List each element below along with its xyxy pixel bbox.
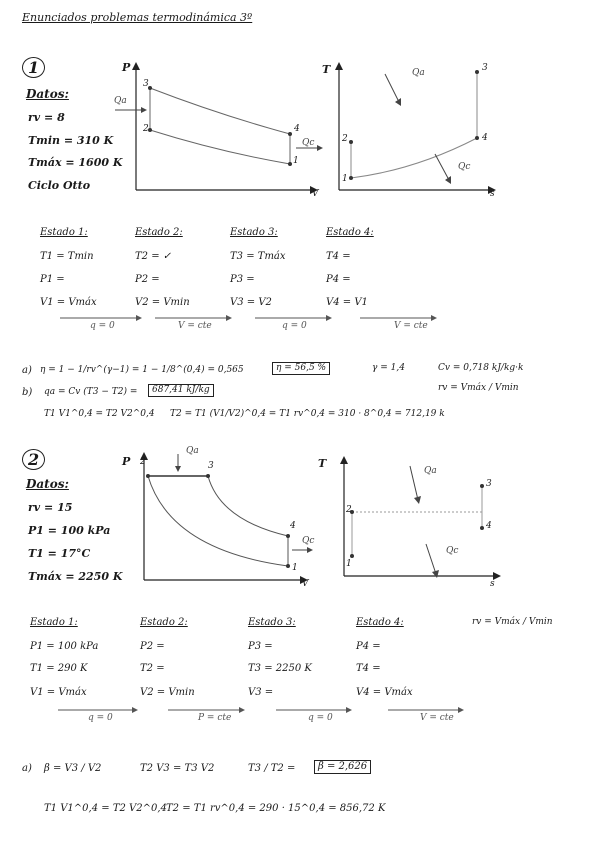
p2-dato-p1: P1 = 100 kPa [28,524,111,537]
p1-estado-4-p: P4 = [326,274,351,285]
p2-estado-3-p: P3 = [248,641,273,652]
p2-pv-point-4: 4 [290,521,296,531]
p1-process-arrows [60,312,440,324]
p1-estado-2-v: V2 = Vmin [135,297,190,308]
p1-dato-tmin: Tmin = 310 K [28,134,114,147]
p1-estado-2-p: P2 = [135,274,160,285]
p2-a-beta: β = V3 / V2 [44,763,102,774]
p1-dato-tmax: Tmáx = 1600 K [28,156,123,169]
p1-estado-2-label: Estado 2: [135,227,183,238]
p2-pv-diagram [130,450,315,590]
p1-pv-point-3: 3 [143,79,149,89]
p2-pv-point-1: 1 [292,563,298,573]
p1-ts-qa: Qa [412,68,425,78]
p1-a-label: a) [22,365,32,376]
p1-proceso-4: V = cte [394,321,428,331]
p2-estado-1-p: P1 = 100 kPa [30,641,99,652]
p2-t-eq2: T2 = T1 rv^0,4 = 290 · 15^0,4 = 856,72 K [166,803,386,814]
p1-estado-4-label: Estado 4: [326,227,374,238]
p1-rv-def: rv = Vmáx / Vmin [438,383,519,393]
p1-pv-label-v: V [312,189,319,199]
p1-estado-4-v: V4 = V1 [326,297,368,308]
p1-datos-label: Datos: [26,87,69,101]
p2-estado-3-v: V3 = [248,687,274,698]
p1-cv: Cv = 0,718 kJ/kg·k [438,363,524,373]
p2-pv-point-3: 3 [208,461,214,471]
p2-dato-t1: T1 = 17°C [28,547,91,560]
p2-proceso-2: P = cte [198,713,232,723]
pv-curve-2-1 [150,130,290,164]
p1-dato-ciclo: Ciclo Otto [28,179,91,192]
p1-estado-3-v: V3 = V2 [230,297,272,308]
p1-proceso-2: V = cte [178,321,212,331]
pv-curve-2-1 [148,476,288,566]
p1-estado-1-t: T1 = Tmin [40,251,94,262]
p2-pv-point-2: 2 [140,457,146,467]
p2-a-eq3: T3 / T2 = [248,763,296,774]
p1-b-equation: qa = Cv (T3 − T2) = [44,387,138,397]
p2-a-eq2: T2 V3 = T3 V2 [140,763,215,774]
p2-estado-1-v: V1 = Vmáx [30,687,87,698]
p1-ts-point-2: 2 [342,134,348,144]
pv-curve-3-4 [150,88,290,134]
p2-a-label: a) [22,763,32,774]
p1-ts-label-s: s [490,189,495,199]
p1-ts-point-4: 4 [482,133,488,143]
p1-dato-rv: rv = 8 [28,111,65,124]
p1-b-label: b) [22,387,33,398]
p2-ts-qa: Qa [424,466,437,476]
p1-estado-3-p: P3 = [230,274,255,285]
p2-a-result: β = 2,626 [314,760,371,774]
p2-estado-1-t: T1 = 290 K [30,663,88,674]
p1-ts-qc: Qc [458,162,471,172]
p2-estado-2-t: T2 = [140,663,165,674]
p2-proceso-1: q = 0 [88,713,113,723]
p2-estado-2-v: V2 = Vmin [140,687,195,698]
p1-ts-label-t: T [322,63,331,76]
p2-estado-4-p: P4 = [356,641,381,652]
p2-ts-label-t: T [318,457,327,470]
page-title: Enunciados problemas termodinámica 3º [22,11,253,24]
p1-pv-label-p: P [122,61,131,74]
p2-estado-3-t: T3 = 2250 K [248,663,312,674]
p2-t-eq1: T1 V1^0,4 = T2 V2^0,4 [44,803,167,814]
p2-ts-point-3: 3 [486,479,492,489]
p1-gamma: γ = 1,4 [372,363,405,373]
p2-rv-def: rv = Vmáx / Vmin [472,617,553,627]
p1-a-equation: η = 1 − 1/rv^(γ−1) = 1 − 1/8^(0,4) = 0,565 [40,365,244,375]
p2-proceso-3: q = 0 [308,713,333,723]
p1-estado-1-label: Estado 1: [40,227,88,238]
p1-pv-qc: Qc [302,138,315,148]
p2-ts-point-2: 2 [346,505,352,515]
pv-curve-3-4 [208,476,288,536]
p2-estado-1-label: Estado 1: [30,617,78,628]
p2-ts-diagram [330,456,510,586]
p2-estado-2-label: Estado 2: [140,617,188,628]
p2-ts-qc: Qc [446,546,459,556]
p2-ts-point-1: 1 [346,559,352,569]
p2-datos-label: Datos: [26,477,69,491]
p2-estado-4-t: T4 = [356,663,381,674]
p1-estado-1-p: P1 = [40,274,65,285]
p1-estado-4-t: T4 = [326,251,351,262]
ts-curve-1-4 [351,138,477,178]
p2-pv-label-v: V [302,579,309,589]
p1-pv-point-1: 1 [293,156,299,166]
p1-pv-point-2: 2 [143,124,149,134]
p2-estado-4-v: V4 = Vmáx [356,687,413,698]
p2-ts-label-s: s [490,579,495,589]
p2-estado-4-label: Estado 4: [356,617,404,628]
p1-b-result: 687,41 kJ/kg [148,384,214,397]
p1-proceso-1: q = 0 [90,321,115,331]
p1-ts-point-1: 1 [342,174,348,184]
p2-dato-tmax: Tmáx = 2250 K [28,570,123,583]
p1-t-eq1: T1 V1^0,4 = T2 V2^0,4 [44,409,155,419]
problem-1-number: 1 [22,60,45,76]
p2-pv-qa: Qa [186,446,199,456]
problem-2-number: 2 [22,452,45,468]
p2-proceso-4: V = cte [420,713,454,723]
p1-ts-diagram [325,60,505,200]
p2-dato-rv: rv = 15 [28,501,73,514]
p2-estado-2-p: P2 = [140,641,165,652]
p2-estado-3-label: Estado 3: [248,617,296,628]
p2-pv-label-p: P [122,455,131,468]
p1-a-result: η = 56,5 % [272,362,330,375]
p1-estado-2-t: T2 = ✓ [135,251,172,262]
p1-t-eq2: T2 = T1 (V1/V2)^0,4 = T1 rv^0,4 = 310 · 8^0,4 = 712,19 k [170,409,445,419]
p1-estado-1-v: V1 = Vmáx [40,297,97,308]
p1-ts-point-3: 3 [482,63,488,73]
p1-estado-3-t: T3 = Tmáx [230,251,286,262]
p1-proceso-3: q = 0 [282,321,307,331]
p1-pv-point-4: 4 [294,124,300,134]
p1-estado-3-label: Estado 3: [230,227,278,238]
p2-ts-point-4: 4 [486,521,492,531]
p1-pv-qa: Qa [114,96,127,106]
p2-process-arrows [58,704,468,716]
p2-pv-qc: Qc [302,536,315,546]
